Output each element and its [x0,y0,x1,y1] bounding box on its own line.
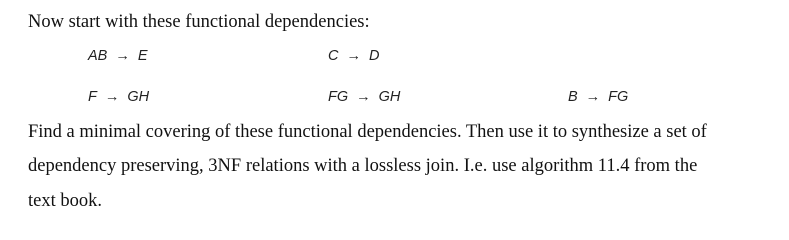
fd-rhs: FG [608,89,629,105]
arrow-icon: → [585,89,601,105]
fd-lhs: C [328,48,339,64]
fd-rhs: GH [378,89,401,105]
fd-lhs: B [568,89,578,105]
fd-lhs: FG [328,89,349,105]
fd-lhs: F [88,89,97,105]
arrow-icon: → [104,89,120,105]
fd-rhs: GH [127,89,150,105]
fd-rhs: D [368,48,380,64]
fd-c-d [328,47,379,65]
arrow-icon: → [356,89,371,105]
fd-rhs: E [137,48,148,64]
instructions-line-2: dependency preserving, 3NF relations with a lossless join. I.e. use algorithm 11.4 from the [28,156,698,176]
fd-lhs: AB [88,48,108,64]
fd-f-gh [88,88,149,106]
instructions-line-3: text book. [28,191,102,211]
instructions-line-1: Find a minimal covering of these functional dependencies. Then use it to synthesize a set of [28,122,707,142]
arrow-icon: → [346,48,361,64]
fd-ab-e [88,47,148,65]
arrow-icon: → [115,48,130,64]
intro-text: Now start with these functional dependencies: [28,12,370,32]
fd-b-fg [568,88,628,106]
fd-fg-gh [328,88,400,106]
